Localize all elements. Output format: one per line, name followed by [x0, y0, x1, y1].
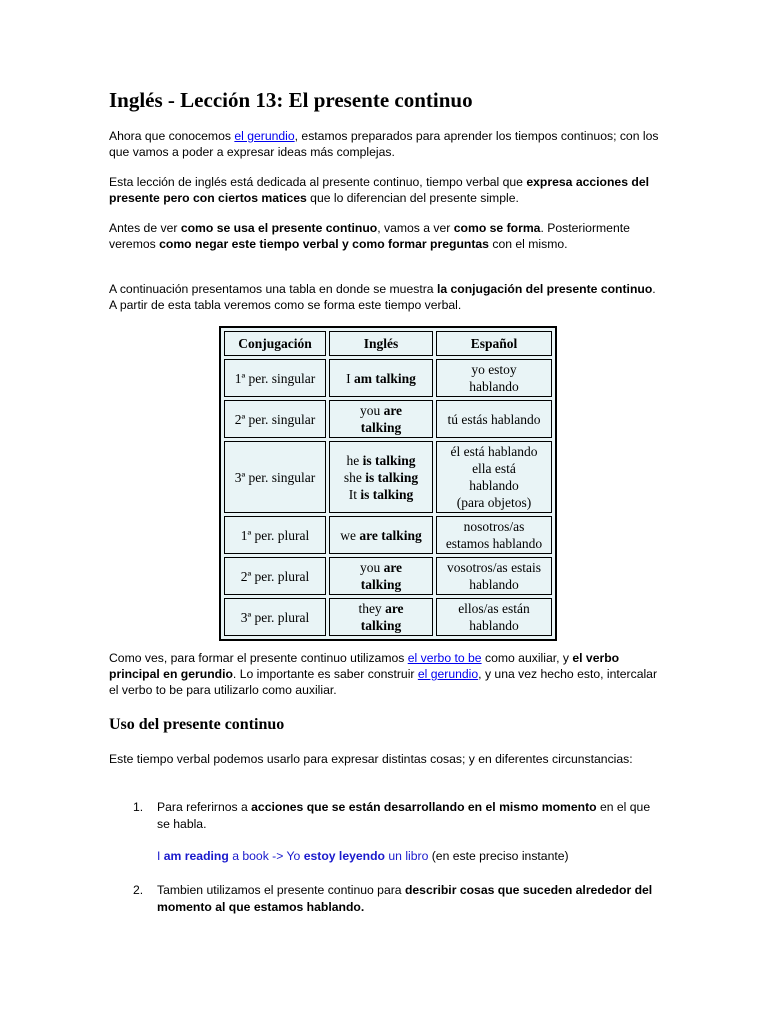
table-intro-paragraph: A continuación presentamos una tabla en donde se muestra la conjugación del presente continuo. A partir de esta tabla veremos como se forma este tiempo verbal.: [109, 282, 656, 312]
spanish-cell: tú estás hablando: [436, 400, 552, 438]
before-paragraph: Antes de ver como se usa el presente continuo, vamos a ver como se forma. Posteriormente veremos como negar este tiempo verbal y como formar preguntas con el mismo.: [109, 221, 630, 251]
formation-paragraph: Como ves, para formar el presente continuo utilizamos el verbo to be como auxiliar, y el verbo principal en gerundio. Lo importante es saber construir el gerundio, y una vez hecho esto, intercalar el verbo to be para utilizarlo como auxiliar.: [109, 651, 658, 697]
spanish-cell: nosotros/as estamos hablando: [436, 516, 552, 554]
table-row: [224, 359, 552, 397]
list-item-text: Para referirnos a acciones que se están desarrollando en el mismo momento en el que se habla.: [157, 800, 651, 831]
table-row: [224, 557, 552, 595]
gerundio-link-2[interactable]: el gerundio: [417, 667, 479, 681]
english-cell: you are talking: [329, 400, 433, 438]
list-number: 1.: [133, 800, 144, 814]
spanish-cell: él está hablando ella está hablando (para objetos): [436, 441, 552, 513]
usage-paragraph: Este tiempo verbal podemos usarlo para expresar distintas cosas; y en diferentes circunstancias:: [109, 752, 633, 766]
english-cell: you are talking: [329, 557, 433, 595]
header-espanol: Español: [436, 331, 552, 356]
gerundio-link[interactable]: el gerundio: [234, 129, 295, 143]
table-row: [224, 598, 552, 636]
conjugation-cell: 3ª per. plural: [224, 598, 326, 636]
english-cell: he is talking she is talking It is talking: [329, 441, 433, 513]
page-title: Inglés - Lección 13: El presente continuo: [109, 88, 473, 112]
table-header-row: [224, 331, 552, 356]
lesson-paragraph: Esta lección de inglés está dedicada al presente continuo, tiempo verbal que expresa acciones del presente pero con ciertos matices que lo diferencian del presente simple.: [109, 175, 649, 205]
conjugation-cell: 1ª per. plural: [224, 516, 326, 554]
list-number: 2.: [133, 883, 144, 897]
english-cell: they are talking: [329, 598, 433, 636]
section-title: Uso del presente continuo: [109, 716, 285, 733]
list-item-text: Tambien utilizamos el presente continuo para describir cosas que suceden alrededor del momento al que estamos hablando.: [157, 883, 653, 914]
conjugation-cell: 2ª per. singular: [224, 400, 326, 438]
intro-paragraph: Ahora que conocemos el gerundio, estamos preparados para aprender los tiempos continuos; con los que vamos a poder a expresar ideas más complejas.: [109, 129, 659, 159]
conjugation-table: [219, 326, 557, 641]
spanish-cell: yo estoy hablando: [436, 359, 552, 397]
header-conjugacion: Conjugación: [224, 331, 326, 356]
english-cell: we are talking: [329, 516, 433, 554]
conjugation-cell: 1ª per. singular: [224, 359, 326, 397]
table-row: [224, 400, 552, 438]
header-ingles: Inglés: [329, 331, 433, 356]
verbo-to-be-link[interactable]: el verbo to be: [407, 651, 482, 665]
english-cell: I am talking: [329, 359, 433, 397]
spanish-cell: vosotros/as estais hablando: [436, 557, 552, 595]
spanish-cell: ellos/as están hablando: [436, 598, 552, 636]
conjugation-cell: 3ª per. singular: [224, 441, 326, 513]
conjugation-cell: 2ª per. plural: [224, 557, 326, 595]
table-row: [224, 441, 552, 513]
table-row: [224, 516, 552, 554]
